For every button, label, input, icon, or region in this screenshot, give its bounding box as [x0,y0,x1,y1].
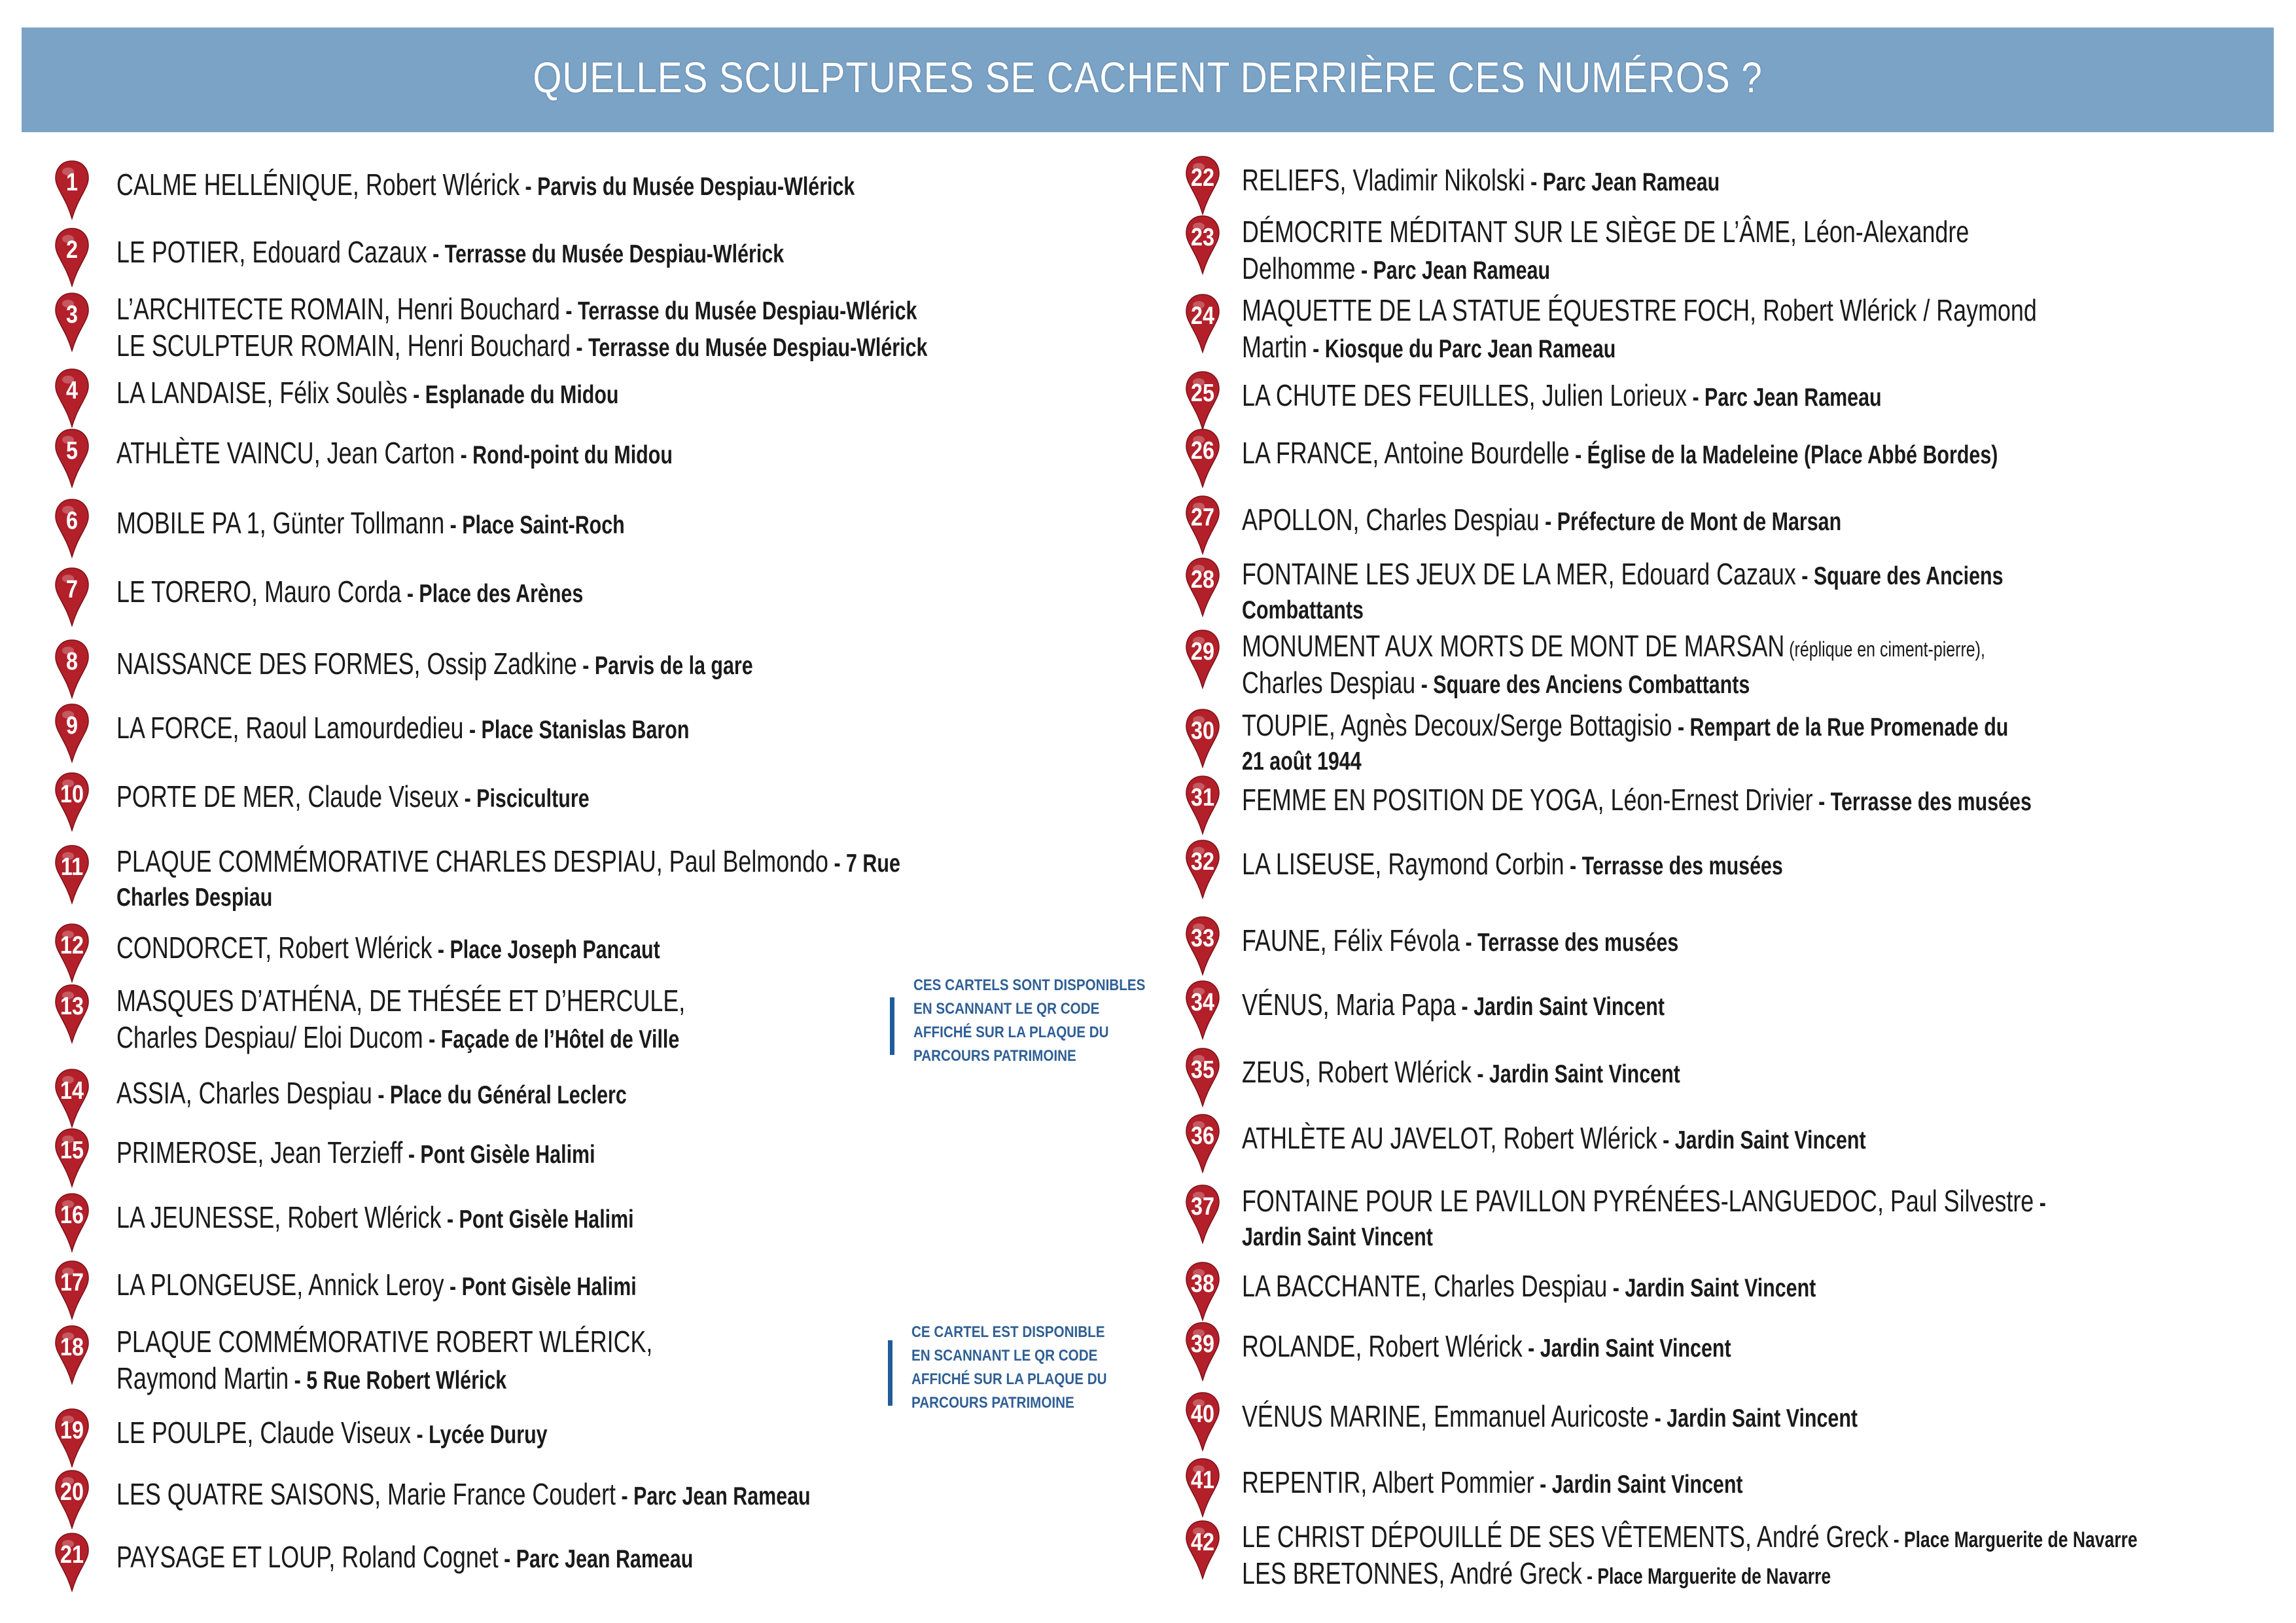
item-line [1242,329,1616,365]
map-pin-icon [1184,557,1221,617]
sculpture-title-artist: LA BACCHANTE, Charles Despiau [1242,1268,1608,1303]
sculpture-title-artist: FAUNE, Félix Févola [1242,923,1460,957]
map-pin-icon [1184,708,1221,768]
item-line [1242,1268,1816,1304]
item-line [1242,781,2032,818]
pin-number: 16 [60,1201,84,1229]
sculpture-title-artist: ZEUS, Robert Wlérick [1242,1055,1472,1090]
item-line [116,166,855,203]
sculpture-title-artist: PLAQUE COMMÉMORATIVE ROBERT WLÉRICK, [116,1325,653,1359]
map-pin-icon [54,984,90,1044]
sculpture-location: - Parc Jean Rameau [1687,383,1882,412]
pin-number: 15 [60,1137,84,1165]
item-line [1242,377,1882,414]
item-line [116,982,685,1019]
sculpture-location: - Place Marguerite de Navarre [1581,1563,1831,1589]
map-pin-icon [54,1532,90,1592]
sculpture-title-artist: L’ARCHITECTE ROMAIN, Henri Bouchard [116,292,560,327]
sculpture-title-artist: ROLANDE, Robert Wlérick [1242,1329,1523,1363]
map-pin-icon [1184,1457,1221,1518]
item-line [116,843,900,880]
sculpture-location: - Lycée Duruy [411,1420,548,1449]
map-pin-icon [54,1192,90,1253]
sculpture-title-artist: VÉNUS, Maria Papa [1242,988,1457,1022]
sculpture-location: - Église de la Madeleine (Place Abbé Bordes) [1569,440,1998,469]
item-line [116,234,784,270]
pin-number: 7 [66,576,78,604]
sculpture-location: - Place Stanislas Baron [463,716,690,745]
map-pin-icon [1184,370,1221,431]
map-pin-icon [54,227,90,287]
sculpture-location: - Parc Jean Rameau [1355,256,1551,285]
sculpture-location: - Square des Anciens Combattants [1415,670,1750,699]
item-line [116,573,583,610]
item-line [116,435,673,471]
pin-number: 8 [66,647,78,675]
map-pin-icon [54,703,90,763]
sculpture-location: - Parc Jean Rameau [616,1482,811,1510]
item-line [1242,664,1750,701]
item-line [116,645,753,682]
sculpture-location: - [2034,1189,2046,1218]
sculpture-location: - Parc Jean Rameau [498,1544,694,1573]
pin-number: 32 [1191,848,1214,876]
sculpture-title-artist: VÉNUS MARINE, Emmanuel Auricoste [1242,1399,1650,1434]
sculpture-location: - Parvis de la gare [576,651,753,680]
sculpture-title-artist: FONTAINE LES JEUX DE LA MER, Edouard Cazaux [1242,557,1796,592]
sculpture-location: - Terrasse du Musée Despiau-Wlérick [427,240,785,268]
map-pin-icon [1184,155,1221,215]
pin-number: 19 [60,1416,84,1444]
item-line [1242,435,1998,471]
sculpture-title-artist: LES BRETONNES, André Greck [1242,1556,1582,1590]
map-pin-icon [54,923,90,983]
page-title: QUELLES SCULPTURES SE CACHENT DERRIÈRE CES NUMÉROS ? [533,53,1763,101]
sculpture-location: - Jardin Saint Vincent [1534,1470,1743,1499]
sculpture-title-artist: NAISSANCE DES FORMES, Ossip Zadkine [116,646,577,681]
map-pin-icon [54,498,90,558]
sculpture-title-artist: LE CHRIST DÉPOUILLÉ DE SES VÊTEMENTS, André Greck [1242,1519,1889,1554]
item-line [1242,213,1969,250]
map-pin-icon [54,1408,90,1468]
map-pin-icon [1184,293,1221,353]
map-pin-icon [1184,1113,1221,1173]
map-pin-icon [1184,1391,1221,1452]
map-pin-icon [54,567,90,627]
qr-note-18 [888,1321,1150,1419]
sculpture-title-artist: LE TORERO, Mauro Corda [116,575,402,609]
sculpture-location: - Esplanade du Midou [407,380,619,409]
pin-number: 1 [66,168,78,196]
sculpture-title-artist: ATHLÈTE VAINCU, Jean Carton [116,435,455,470]
sculpture-location: - Jardin Saint Vincent [1657,1126,1866,1154]
pin-number: 12 [60,931,84,959]
map-pin-icon [1184,1321,1221,1382]
sculpture-location: - Parvis du Musée Despiau-Wlérick [520,172,855,201]
pin-number: 36 [1191,1122,1214,1150]
pin-number: 25 [1191,380,1214,408]
item-line [1242,986,1665,1023]
item-line [1242,846,1783,882]
sculpture-title-artist: Delhomme [1242,251,1356,285]
pin-number: 37 [1191,1193,1214,1221]
sculpture-location: - Jardin Saint Vincent [1649,1404,1858,1433]
qr-note-13 [890,974,1152,1065]
map-pin-icon [1184,629,1221,689]
sculpture-title-artist: LA LISEUSE, Raymond Corbin [1242,847,1564,882]
item-line [1242,922,1678,959]
sculpture-title-artist: LE SCULPTEUR ROMAIN, Henri Bouchard [116,329,571,363]
item-line [116,291,917,327]
map-pin-icon [54,772,90,832]
sculpture-note: (réplique en ciment-pierre), [1784,637,1985,661]
sculpture-title-artist: Charles Despiau/ Eloi Ducom [116,1020,423,1054]
pin-number: 3 [66,301,78,329]
sculpture-title-artist: MONUMENT AUX MORTS DE MONT DE MARSAN [1242,628,1785,663]
sculpture-location: - Préfecture de Mont de Marsan [1539,508,1842,537]
note-line: PARCOURS PATRIMOINE [913,1047,1076,1065]
item-line [1242,628,1985,664]
sculpture-title-artist: LES QUATRE SAISONS, Marie France Coudert [116,1476,616,1511]
sculpture-title-artist: FONTAINE POUR LE PAVILLON PYRÉNÉES-LANGUEDOC, Paul Silvestre [1242,1184,2034,1219]
sculpture-location: - Pont Gisèle Halimi [444,1272,637,1301]
sculpture-title-artist: APOLLON, Charles Despiau [1242,503,1540,537]
item-line [1242,1328,1731,1364]
sculpture-location: - Square des Anciens [1795,562,2004,591]
sculpture-title-artist: MOBILE PA 1, Günter Tollmann [116,505,445,540]
sculpture-title-artist: Raymond Martin [116,1361,289,1395]
item-line [1242,1120,1866,1156]
sculpture-location: Combattants [1242,596,1364,625]
item-line [116,929,660,966]
sculpture-location: - Terrasse du Musée Despiau-Wlérick [570,334,928,363]
sculpture-location: - Kiosque du Parc Jean Rameau [1307,335,1616,364]
sculpture-location: - Rond-point du Midou [455,440,673,469]
pin-number: 39 [1191,1330,1214,1358]
sculpture-location: - Jardin Saint Vincent [1522,1334,1731,1363]
sculpture-title-artist: LE POULPE, Claude Viseux [116,1415,412,1450]
pin-number: 35 [1191,1056,1214,1084]
sculpture-location: Jardin Saint Vincent [1242,1223,1433,1252]
item-line [116,778,590,815]
sculpture-location: - Place Joseph Pancaut [432,935,660,964]
note-line: AFFICHÉ SUR LA PLAQUE DU [913,1024,1109,1041]
item-line [1242,556,2004,592]
sculpture-title-artist: CONDORCET, Robert Wlérick [116,930,433,965]
sculpture-title-artist: PAYSAGE ET LOUP, Roland Cognet [116,1539,499,1574]
map-pin-icon [54,1128,90,1188]
map-pin-icon [54,368,90,428]
pin-number: 9 [66,712,78,740]
sculpture-title-artist: TOUPIE, Agnès Decoux/Serge Bottagisio [1242,707,1672,742]
sculpture-location: - Place du Général Leclerc [372,1080,627,1109]
item-line [1242,1555,1831,1592]
map-pin-icon [1184,916,1221,976]
map-pin-icon [1184,215,1221,275]
map-pin-icon [1184,775,1221,835]
sculpture-title-artist: MAQUETTE DE LA STATUE ÉQUESTRE FOCH, Robert Wlérick / Raymond [1242,293,2037,328]
map-pin-icon [1184,1520,1221,1580]
sculpture-title-artist: LA PLONGEUSE, Annick Leroy [116,1267,444,1302]
map-pin-icon [54,1260,90,1320]
pin-number: 21 [60,1541,84,1569]
pin-number: 41 [1191,1466,1214,1494]
map-pin-icon [54,160,90,220]
map-pin-icon [54,639,90,699]
item-line [116,1075,627,1111]
sculpture-title-artist: PRIMEROSE, Jean Terzieff [116,1135,403,1170]
sculpture-title-artist: FEMME EN POSITION DE YOGA, Léon-Ernest Drivier [1242,782,1813,817]
sculpture-location: Charles Despiau [116,883,273,912]
map-pin-icon [54,428,90,488]
pin-number: 22 [1191,164,1214,192]
pin-number: 2 [66,236,78,264]
note-line: EN SCANNANT LE QR CODE [913,1000,1100,1018]
map-pin-icon [54,1469,90,1529]
sculpture-title-artist: LA FRANCE, Antoine Bourdelle [1242,435,1570,470]
note-line: EN SCANNANT LE QR CODE [911,1347,1098,1364]
item-line [1242,592,1364,629]
pin-number: 34 [1191,989,1214,1017]
sculpture-location: - Place Marguerite de Navarre [1888,1527,2138,1552]
pin-number: 28 [1191,566,1214,594]
pin-number: 18 [60,1334,84,1361]
sculpture-title-artist: LA FORCE, Raoul Lamourdedieu [116,711,464,745]
item-line [116,709,689,746]
item-line [116,1134,595,1171]
sculpture-title-artist: REPENTIR, Albert Pommier [1242,1465,1534,1499]
pin-number: 24 [1191,302,1214,330]
item-line [1242,1464,1743,1501]
pin-number: 4 [66,376,78,404]
pin-number: 20 [60,1478,84,1506]
item-line [1242,743,1362,780]
sculpture-title-artist: LE POTIER, Edouard Cazaux [116,234,427,269]
sculpture-title-artist: MASQUES D’ATHÉNA, DE THÉSÉE ET D’HERCULE, [116,983,686,1018]
item-line [1242,501,1841,538]
sculpture-location: - Place Saint-Roch [444,510,625,539]
sculpture-location: - Parc Jean Rameau [1525,168,1720,197]
note-line: AFFICHÉ SUR LA PLAQUE DU [911,1370,1107,1388]
sculpture-location: - 7 Rue [828,849,900,878]
sculpture-location: - Terrasse des musées [1459,928,1679,957]
sculpture-location: - 5 Rue Robert Wlérick [289,1366,507,1395]
sculpture-title-artist: RELIEFS, Vladimir Nikolski [1242,163,1525,198]
sculpture-location: - Pisciculture [459,785,590,813]
sculpture-title-artist: LA JEUNESSE, Robert Wlérick [116,1200,442,1234]
map-pin-icon [54,292,90,352]
sculpture-title-artist: CALME HELLÉNIQUE, Robert Wlérick [116,167,520,202]
pin-number: 29 [1191,637,1214,666]
item-line [1242,1219,1433,1256]
pin-number: 11 [60,853,84,881]
map-pin-icon [54,844,90,904]
sculpture-location: - Jardin Saint Vincent [1456,993,1665,1022]
sculpture-title-artist: PORTE DE MER, Claude Viseux [116,779,459,814]
sculpture-location: - Jardin Saint Vincent [1607,1274,1816,1302]
sculpture-location: - Place des Arènes [401,580,584,609]
map-pin-icon [1184,428,1221,488]
sculpture-location: - Rempart de la Rue Promenade du [1672,713,2009,741]
item-line [1242,1398,1858,1435]
item-line [116,1266,637,1303]
sculpture-title-artist: PLAQUE COMMÉMORATIVE CHARLES DESPIAU, Paul Belmondo [116,844,829,878]
pin-number: 38 [1191,1270,1214,1298]
sculpture-location: - Terrasse du Musée Despiau-Wlérick [559,297,917,326]
title-banner [22,27,2274,132]
sculpture-title-artist: DÉMOCRITE MÉDITANT SUR LE SIÈGE DE L’ÂME, Léon-Alexandre [1242,214,1969,249]
map-pin-icon [1184,1184,1221,1244]
note-bar [888,1340,892,1406]
item-line [1242,1518,2138,1555]
item-line [116,1019,679,1056]
pin-number: 33 [1191,924,1214,952]
item-line [116,327,927,364]
sculpture-location: - Pont Gisèle Halimi [402,1141,595,1169]
map-pin-icon [1184,1261,1221,1321]
note-line: PARCOURS PATRIMOINE [911,1394,1074,1412]
item-line [116,1360,506,1397]
item-line [116,374,619,411]
sculpture-title-artist: ASSIA, Charles Despiau [116,1075,372,1110]
item-line [116,505,625,541]
item-line [1242,250,1550,287]
pin-number: 23 [1191,223,1214,251]
pin-number: 26 [1191,437,1214,465]
pin-number: 6 [66,507,78,535]
pin-number: 10 [60,781,84,809]
map-pin-icon [1184,839,1221,899]
pin-number: 27 [1191,504,1214,532]
item-line [116,1323,652,1360]
item-line [116,880,272,916]
sculpture-location: - Terrasse des musées [1564,852,1783,881]
map-pin-icon [1184,495,1221,555]
pin-number: 5 [66,437,78,465]
pin-number: 17 [60,1268,84,1296]
item-line [116,1476,811,1512]
map-pin-icon [54,1068,90,1128]
pin-number: 42 [1191,1528,1214,1556]
sculpture-location: - Pont Gisèle Halimi [441,1205,634,1234]
sculpture-location: 21 août 1944 [1242,747,1362,776]
sculpture-title-artist: Charles Despiau [1242,665,1416,700]
pin-number: 13 [60,992,84,1020]
pin-number: 40 [1191,1400,1214,1429]
item-line [116,1414,548,1451]
map-pin-icon [54,1325,90,1385]
note-line: CE CARTEL EST DISPONIBLE [911,1323,1105,1341]
sculpture-location: - Jardin Saint Vincent [1471,1060,1680,1089]
item-line [1242,707,2008,743]
note-bar [890,997,894,1055]
sculpture-title-artist: ATHLÈTE AU JAVELOT, Robert Wlérick [1242,1120,1657,1155]
sculpture-title-artist: LA CHUTE DES FEUILLES, Julien Lorieux [1242,378,1687,413]
pin-number: 31 [1191,783,1214,812]
item-line [1242,1183,2046,1219]
item-line [1242,162,1720,198]
pin-number: 14 [60,1077,84,1105]
sculpture-location: - Terrasse des musées [1812,787,2032,816]
item-line [116,1539,693,1575]
sculpture-location: - Façade de l’Hôtel de Ville [423,1025,680,1054]
pin-number: 30 [1191,717,1214,745]
note-line: CES CARTELS SONT DISPONIBLES [913,976,1146,994]
item-line [1242,1054,1680,1090]
sculpture-title-artist: Martin [1242,330,1307,365]
sculpture-title-artist: LA LANDAISE, Félix Soulès [116,375,408,410]
item-line [1242,292,2037,329]
map-pin-icon [1184,980,1221,1040]
item-line [116,1199,634,1236]
map-pin-icon [1184,1047,1221,1107]
